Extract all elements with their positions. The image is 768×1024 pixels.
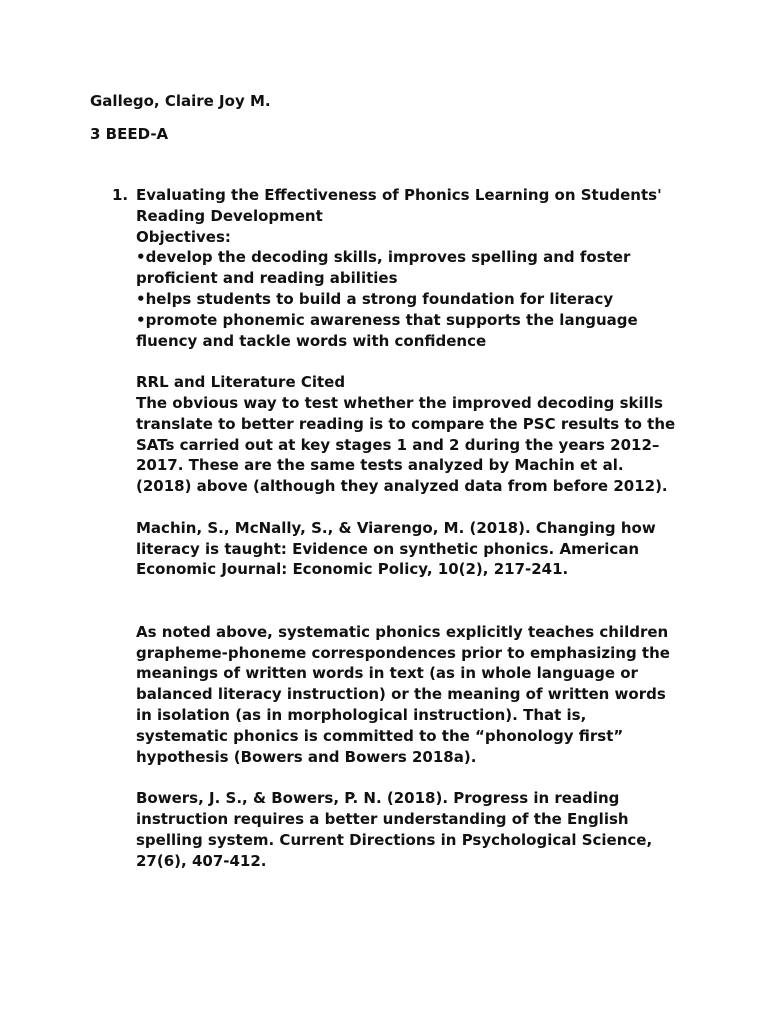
citation-line: 27(6), 407-412.	[136, 851, 267, 870]
citation-line: literacy is taught: Evidence on synthetic phonics. American	[136, 539, 640, 558]
objective-line: •helps students to build a strong foundation for literacy	[136, 289, 614, 308]
spacer	[136, 497, 696, 518]
paragraph-line: hypothesis (Bowers and Bowers 2018a).	[136, 747, 477, 766]
citation-2	[136, 788, 696, 871]
citation-line: spelling system. Current Directions in Psychological Science,	[136, 830, 653, 849]
objectives-label: Objectives:	[136, 227, 231, 246]
title-line: Evaluating the Effectiveness of Phonics Learning on Students'	[136, 186, 662, 204]
student-section: 3 BEED-A	[90, 125, 169, 143]
paragraph-line: balanced literacy instruction) or the meaning of written words	[136, 685, 666, 704]
spacer	[136, 767, 696, 788]
spacer	[136, 580, 696, 622]
citation-line: Bowers, J. S., & Bowers, P. N. (2018). Progress in reading	[136, 789, 620, 808]
paragraph-line: As noted above, systematic phonics explicitly teaches children	[136, 622, 669, 641]
student-name: Gallego, Claire Joy M.	[90, 92, 271, 110]
research-title	[136, 185, 696, 227]
citation-1	[136, 518, 696, 580]
list-item-body	[136, 185, 696, 871]
objective-line: •develop the decoding skills, improves spelling and foster	[136, 248, 631, 267]
spacer	[136, 351, 696, 372]
objective-line: •promote phonemic awareness that supports the language	[136, 310, 638, 329]
paragraph-line: meanings of written words in text (as in whole language or	[136, 664, 638, 683]
rrl-paragraph-1	[136, 393, 696, 497]
paragraph-line: (2018) above (although they analyzed data from before 2012).	[136, 477, 668, 496]
title-line: Reading Development	[136, 206, 323, 225]
citation-line: instruction requires a better understanding of the English	[136, 809, 629, 828]
citation-line: Machin, S., McNally, S., & Viarengo, M. (2018). Changing how	[136, 518, 656, 537]
paragraph-line: The obvious way to test whether the improved decoding skills	[136, 393, 663, 412]
paragraph-line: systematic phonics is committed to the “phonology first”	[136, 726, 624, 745]
rrl-paragraph-2	[136, 622, 696, 768]
objective-line: proficient and reading abilities	[136, 269, 398, 288]
objectives-list	[136, 247, 696, 351]
citation-line: Economic Journal: Economic Policy, 10(2), 217-241.	[136, 560, 569, 579]
list-item-number: 1.	[112, 186, 129, 204]
rrl-heading: RRL and Literature Cited	[136, 373, 346, 392]
objective-line: fluency and tackle words with confidence	[136, 331, 487, 350]
paragraph-line: in isolation (as in morphological instruction). That is,	[136, 705, 587, 724]
paragraph-line: 2017. These are the same tests analyzed by Machin et al.	[136, 456, 624, 475]
paragraph-line: translate to better reading is to compare the PSC results to the	[136, 414, 676, 433]
paragraph-line: SATs carried out at key stages 1 and 2 during the years 2012–	[136, 435, 660, 454]
paragraph-line: grapheme-phoneme correspondences prior to emphasizing the	[136, 643, 670, 662]
